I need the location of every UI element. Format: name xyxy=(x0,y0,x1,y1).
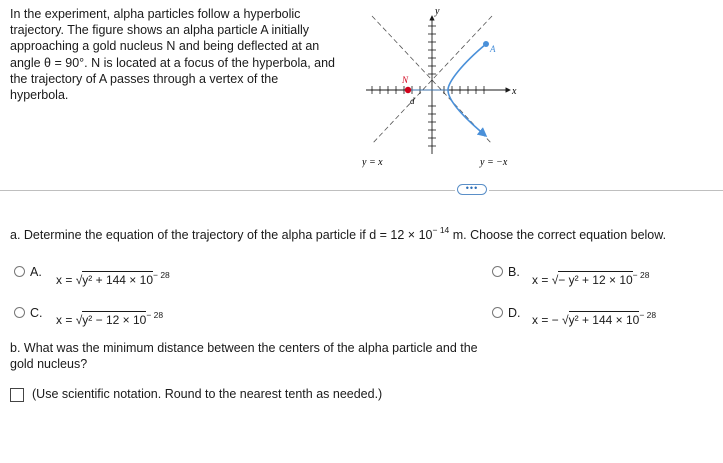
option-letter: A. xyxy=(30,265,42,279)
option-equation: x = − $√y^2 + 144 \times 10^{- 28}$ xyxy=(532,310,657,327)
option-letter: D. xyxy=(508,306,521,320)
x-axis-label: x xyxy=(512,86,517,97)
intro-line: In the experiment, alpha particles follow a hyperbolic xyxy=(10,7,301,21)
intro-line: angle θ = 90°. N is located at a focus of the hyperbola, and xyxy=(10,55,336,70)
equation-lhs: x = xyxy=(56,313,76,327)
particle-A xyxy=(483,41,489,47)
intro-line: the trajectory of A passes through a vertex of the xyxy=(10,71,279,86)
equation-exponent: − 28 xyxy=(153,270,170,280)
equation-lhs: x = xyxy=(56,273,76,287)
option-equation: $x = √y^2 + 144 \times 10^{- 28}$ xyxy=(56,270,170,287)
asymptote-label-left: y = x xyxy=(362,157,383,168)
distance-label: d xyxy=(410,96,415,106)
radio-option-d[interactable] xyxy=(492,307,503,318)
equation-radicand: y² − 12 × 10 xyxy=(82,313,147,327)
option-equation: $x = √y^2 - 12 \times 10^{- 28}$ xyxy=(56,310,164,327)
equation-lhs: x = − xyxy=(532,313,563,327)
section-divider xyxy=(0,190,455,191)
equation-exponent: − 28 xyxy=(632,270,650,280)
problem-statement xyxy=(10,6,355,103)
intro-line: approaching a gold nucleus N and being deflected at an xyxy=(10,39,320,54)
answer-instructions: (Use scientific notation. Round to the nearest tenth as needed.) xyxy=(32,387,383,401)
hyperbola-figure xyxy=(362,4,522,174)
nucleus-N xyxy=(405,87,411,93)
y-axis-label: y xyxy=(435,6,440,17)
radio-option-a[interactable] xyxy=(14,266,25,277)
option-letter: B. xyxy=(508,265,520,279)
equation-exponent: − 28 xyxy=(639,310,657,320)
equation-radicand: y² + 144 × 10 xyxy=(568,313,640,327)
option-equation: x = √− $y^2 + 12 \times 10^{- 28}$ xyxy=(532,270,650,287)
equation-radicand: − y² + 12 × 10 xyxy=(558,273,633,287)
intro-line: hyperbola. xyxy=(10,88,69,103)
radio-option-b[interactable] xyxy=(492,266,503,277)
part-a-text-end: m. Choose the correct equation below. xyxy=(449,228,667,242)
answer-input[interactable] xyxy=(10,388,24,402)
part-a-prompt xyxy=(10,225,667,242)
option-letter: C. xyxy=(30,306,43,320)
equation-exponent: − 28 xyxy=(146,310,164,320)
section-divider xyxy=(489,190,723,191)
nucleus-label: N xyxy=(402,75,409,85)
particle-label: A xyxy=(490,44,496,54)
part-b-prompt: b. What was the minimum distance between the centers of the alpha particle and the gold nucleus? xyxy=(10,341,478,371)
equation-lhs: x = xyxy=(532,273,552,287)
asymptote-label-right: y = −x xyxy=(480,157,508,168)
equation-radicand: y² + 144 × 10 xyxy=(82,273,153,287)
radio-option-c[interactable] xyxy=(14,307,25,318)
part-a-text: a. Determine the equation of the trajectory of the alpha particle if d = 12 × 10 xyxy=(10,228,433,242)
part-a-exponent: − 14 xyxy=(432,225,450,235)
intro-line: trajectory. The figure shows an alpha particle A initially xyxy=(10,23,309,38)
expand-more-button[interactable]: ••• xyxy=(457,184,487,195)
